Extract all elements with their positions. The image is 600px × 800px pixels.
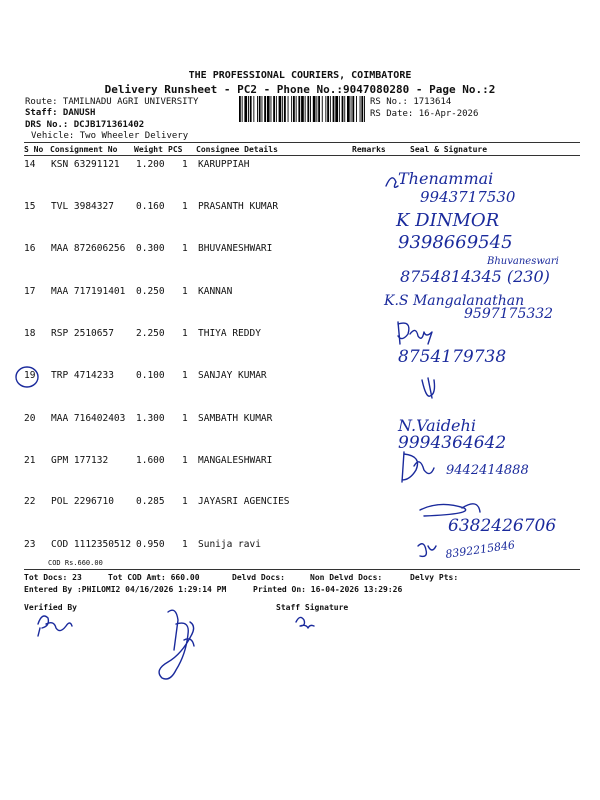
hw-r14-name: Thenammai (398, 169, 494, 188)
signature-mark (398, 322, 432, 344)
verified-by-label: Verified By (24, 603, 77, 612)
tot-cod-amt: Tot COD Amt: 660.00 (108, 573, 200, 582)
signature-mark (402, 452, 434, 482)
col-details: Consignee Details (196, 145, 278, 154)
staff-label: Staff: DANUSH (25, 108, 96, 118)
signature-mark (386, 178, 398, 188)
hw-r23-phone: 8392215846 (444, 538, 516, 561)
table-row (24, 286, 354, 300)
hw-r15-name: K DINMOR (396, 210, 500, 231)
row-pcs: 1 (182, 286, 188, 297)
hw-r20-phone: 9994364642 (398, 433, 507, 453)
large-signature (159, 610, 194, 679)
hw-r16-name: Bhuvaneswari (487, 256, 559, 267)
delvd-docs: Delvd Docs: (232, 573, 285, 582)
tot-docs: Tot Docs: 23 (24, 573, 82, 582)
row-weight: 1.600 (136, 455, 165, 466)
row-sno: 16 (24, 243, 36, 254)
signature-mark (420, 504, 480, 516)
col-weight: Weight (134, 145, 163, 154)
table-row (24, 496, 354, 510)
row-weight: 0.300 (136, 243, 165, 254)
hw-r14-phone: 9943717530 (420, 188, 516, 206)
hw-r16-phone: 8754814345 (230) (400, 267, 550, 286)
row-consignment-no: GPM 177132 (51, 455, 109, 466)
row-weight: 0.285 (136, 496, 165, 507)
header-top-rule (24, 142, 580, 143)
row-consignment-no: TRP 4714233 (51, 370, 114, 381)
table-row (24, 455, 354, 469)
printed-on: Printed On: 16-04-2026 13:29:26 (253, 585, 403, 594)
hw-r20-name: N.Vaidehi (398, 416, 476, 435)
row-consignee: KARUPPIAH (198, 159, 250, 170)
col-pcs: PCS (168, 145, 183, 154)
route-label: Route: TAMILNADU AGRI UNIVERSITY (25, 97, 199, 107)
col-sno: S No (24, 145, 44, 154)
row-sno: 22 (24, 496, 36, 507)
row-weight: 0.160 (136, 201, 165, 212)
row-consignment-no: RSP 2510657 (51, 328, 114, 339)
row-sno: 17 (24, 286, 36, 297)
row-weight: 2.250 (136, 328, 165, 339)
col-seal-signature: Seal & Signature (410, 145, 488, 154)
row-consignee: MANGALESHWARI (198, 455, 273, 466)
staff-signature-label: Staff Signature (276, 603, 349, 612)
row-weight: 0.250 (136, 286, 165, 297)
row-consignee: KANNAN (198, 286, 233, 297)
staff-signature-mark (296, 617, 314, 628)
table-row (24, 539, 354, 553)
hw-r17-phone: 9597175332 (464, 306, 554, 322)
delvy-pts: Delvy Pts: (410, 573, 459, 582)
vehicle-label: Vehicle: Two Wheeler Delivery (31, 131, 189, 141)
summary-rule (24, 569, 580, 570)
row-pcs: 1 (182, 328, 188, 339)
table-row (24, 413, 354, 427)
cod-note: COD Rs.660.00 (48, 559, 103, 567)
row-pcs: 1 (182, 496, 188, 507)
verified-signature (38, 616, 72, 636)
row-sno: 21 (24, 455, 36, 466)
row-consignee: SANJAY KUMAR (198, 370, 267, 381)
barcode (239, 96, 367, 122)
rs-number: RS No.: 1713614 (370, 97, 452, 107)
table-row (24, 370, 354, 384)
row-sno: 19 (24, 370, 36, 381)
company-name: THE PROFESSIONAL COURIERS, COIMBATORE (188, 70, 412, 81)
row-consignee: PRASANTH KUMAR (198, 201, 279, 212)
row-weight: 1.300 (136, 413, 165, 424)
rs-date: RS Date: 16-Apr-2026 (370, 109, 479, 119)
hw-r22-phone: 6382426706 (448, 516, 557, 536)
hw-r17-name: K.S Mangalanathan (384, 293, 525, 309)
row-pcs: 1 (182, 201, 188, 212)
table-row (24, 243, 354, 257)
table-row (24, 159, 354, 173)
non-delvd-docs: Non Delvd Docs: (310, 573, 383, 582)
row-weight: 0.950 (136, 539, 165, 550)
row-sno: 23 (24, 539, 36, 550)
row-consignment-no: MAA 872606256 (51, 243, 126, 254)
row-consignment-no: POL 2296710 (51, 496, 114, 507)
row-sno: 18 (24, 328, 36, 339)
hw-r18-phone: 8754179738 (398, 347, 507, 367)
row-pcs: 1 (182, 539, 188, 550)
row-consignee: Sunija ravi (198, 539, 261, 550)
row-sno: 15 (24, 201, 36, 212)
row-sno: 20 (24, 413, 36, 424)
hw-r21-phone: 9442414888 (446, 463, 529, 478)
row-pcs: 1 (182, 243, 188, 254)
page-title: Delivery Runsheet - PC2 - Phone No.:9047080280 - Page No.:2 (104, 83, 496, 96)
entered-by: Entered By :PHILOMI2 04/16/2026 1:29:14 PM (24, 585, 227, 594)
row-sno: 14 (24, 159, 36, 170)
signature-mark (422, 378, 435, 398)
signature-mark (418, 544, 436, 557)
row-pcs: 1 (182, 455, 188, 466)
table-row (24, 201, 354, 215)
drs-number: DRS No.: DCJB171361402 (25, 120, 145, 130)
row-pcs: 1 (182, 413, 188, 424)
row-consignment-no: COD 1112350512 (51, 539, 132, 550)
row-weight: 1.200 (136, 159, 165, 170)
table-row (24, 328, 354, 342)
col-consignment: Consignment No (50, 145, 118, 154)
row-weight: 0.100 (136, 370, 165, 381)
row-consignee: THIYA REDDY (198, 328, 261, 339)
row-consignee: BHUVANESHWARI (198, 243, 273, 254)
row-pcs: 1 (182, 370, 188, 381)
row-pcs: 1 (182, 159, 188, 170)
row-consignee: SAMBATH KUMAR (198, 413, 273, 424)
row-consignment-no: KSN 63291121 (51, 159, 120, 170)
hw-r15-phone: 9398669545 (398, 232, 513, 253)
header-bottom-rule (24, 155, 580, 156)
row-consignment-no: TVL 3984327 (51, 201, 114, 212)
row-consignment-no: MAA 716402403 (51, 413, 126, 424)
row-consignment-no: MAA 717191401 (51, 286, 126, 297)
col-remarks: Remarks (352, 145, 386, 154)
row-consignee: JAYASRI AGENCIES (198, 496, 290, 507)
